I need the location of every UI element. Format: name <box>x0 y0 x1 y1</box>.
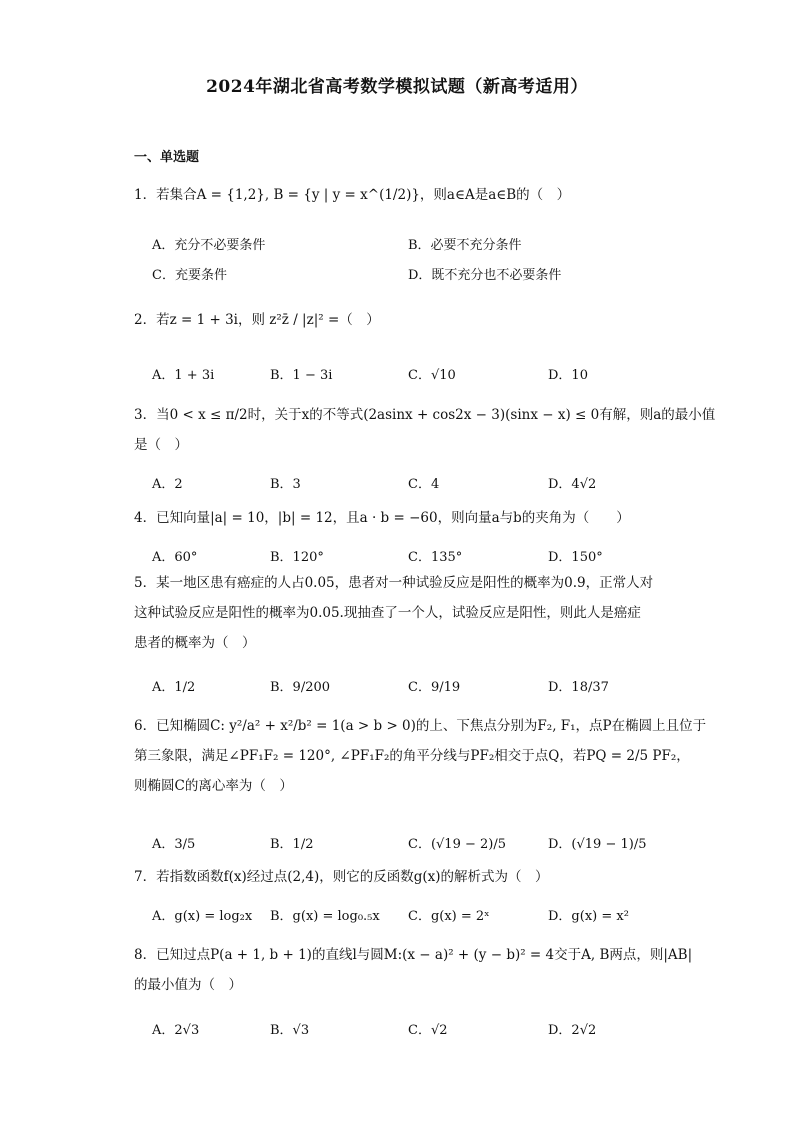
section-heading: 一、单选题 <box>134 150 200 165</box>
option-c[interactable]: C．√2 <box>408 1023 448 1038</box>
option-c[interactable]: C．4 <box>408 477 440 492</box>
question-line: 的最小值为（ ） <box>134 977 242 993</box>
option-b[interactable]: B．√3 <box>270 1023 310 1038</box>
question-2 <box>134 305 674 335</box>
question-line: 这种试验反应是阳性的概率为0.05.现抽查了一个人，试验反应是阳性，则此人是癌症 <box>134 605 641 621</box>
option-a[interactable]: A．2√3 <box>152 1023 200 1038</box>
option-b[interactable]: B．1 − 3i <box>270 368 333 383</box>
option-c[interactable]: C．充要条件 <box>152 268 227 283</box>
option-b[interactable]: B．3 <box>270 477 301 492</box>
option-c[interactable]: C．√10 <box>408 368 456 383</box>
option-a[interactable]: A．3/5 <box>152 837 196 852</box>
question-line: 5．某一地区患有癌症的人占0.05，患者对一种试验反应是阳性的概率为0.9，正常人对 <box>134 575 654 591</box>
question-line: 3．当0 < x ≤ π/2时，关于x的不等式(2asinx + cos2x − 3)(sinx − x) ≤ 0有解，则a的最小值 <box>134 407 716 423</box>
option-c[interactable]: C．135° <box>408 550 463 565</box>
option-c[interactable]: C．(√19 − 2)/5 <box>408 837 506 852</box>
question-3 <box>134 400 716 460</box>
option-a[interactable]: A．1/2 <box>152 680 196 695</box>
option-a[interactable]: A．g(x) = log₂x <box>152 909 253 924</box>
option-d[interactable]: D．150° <box>548 550 603 565</box>
question-line: 第三象限，满足∠PF₁F₂ = 120°, ∠PF₁F₂的角平分线与PF₂相交于点Q，若PQ = 2/5 PF₂， <box>134 748 690 764</box>
option-d[interactable]: D．既不充分也不必要条件 <box>408 268 562 283</box>
question-7 <box>134 862 674 892</box>
question-line: 6．已知椭圆C: y²/a² + x²/b² = 1(a > b > 0)的上、下焦点分别为F₂, F₁，点P在椭圆上且位于 <box>134 718 707 734</box>
option-d[interactable]: D．10 <box>548 368 588 383</box>
question-line: 是（ ） <box>134 437 188 453</box>
option-b[interactable]: B．120° <box>270 550 324 565</box>
option-d[interactable]: D．(√19 − 1)/5 <box>548 837 647 852</box>
option-d[interactable]: D．18/37 <box>548 680 609 695</box>
option-c[interactable]: C．g(x) = 2ˣ <box>408 909 490 924</box>
option-b[interactable]: B．1/2 <box>270 837 314 852</box>
question-line: 7．若指数函数f(x)经过点(2,4)，则它的反函数g(x)的解析式为（ ） <box>134 869 549 885</box>
option-d[interactable]: D．2√2 <box>548 1023 597 1038</box>
question-8 <box>134 940 693 1000</box>
option-a[interactable]: A．2 <box>152 477 183 492</box>
question-line: 则椭圆C的离心率为（ ） <box>134 778 293 794</box>
question-line: 2．若z = 1 + 3i，则 z²z̄ / |z|² =（ ） <box>134 312 380 328</box>
option-d[interactable]: D．4√2 <box>548 477 597 492</box>
question-line: 患者的概率为（ ） <box>134 635 256 651</box>
option-a[interactable]: A．1 + 3i <box>152 368 215 383</box>
page-title: 2024年湖北省高考数学模拟试题（新高考适用） <box>206 77 588 97</box>
question-1 <box>134 180 674 210</box>
option-c[interactable]: C．9/19 <box>408 680 461 695</box>
option-a[interactable]: A．充分不必要条件 <box>152 238 266 253</box>
question-6 <box>134 711 707 801</box>
option-b[interactable]: B．g(x) = log₀.₅x <box>270 909 380 924</box>
option-a[interactable]: A．60° <box>152 550 198 565</box>
question-line: 1．若集合A = {1,2}, B = {y | y = x^(1/2)}，则a∈A是a∈B的（ ） <box>134 187 571 203</box>
question-5 <box>134 568 674 658</box>
option-d[interactable]: D．g(x) = x² <box>548 909 629 924</box>
question-4 <box>134 503 674 533</box>
option-b[interactable]: B．必要不充分条件 <box>408 238 522 253</box>
question-line: 8．已知过点P(a + 1, b + 1)的直线l与圆M:(x − a)² + (y − b)² = 4交于A, B两点，则|AB| <box>134 947 693 963</box>
option-b[interactable]: B．9/200 <box>270 680 331 695</box>
question-line: 4．已知向量|a| = 10，|b| = 12，且a · b = −60，则向量a与b的夹角为（ ） <box>134 510 630 526</box>
